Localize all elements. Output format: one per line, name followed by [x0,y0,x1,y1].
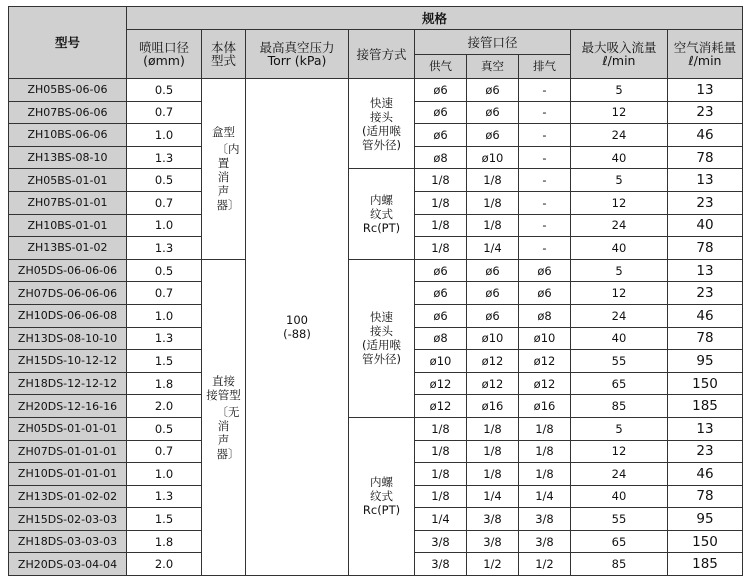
max-flow-cell: 5 [571,417,668,440]
body-type-cell [202,259,246,575]
header-air-line2: ℓ/min [688,53,722,68]
port-supply-cell: 1/8 [415,214,467,237]
air-consumption-cell: 78 [668,485,743,508]
vacuum-pressure-cell-line: (-88) [283,327,311,342]
port-exhaust-cell: - [519,101,571,124]
port-vacuum-cell: 1/8 [467,169,519,192]
port-vacuum-cell: ø6 [467,304,519,327]
spec-table [8,6,743,576]
connection-cell [349,259,415,417]
port-supply-cell: 1/8 [415,440,467,463]
header-max-flow [571,30,668,79]
port-vacuum-cell: ø6 [467,101,519,124]
header-max-flow-line2: ℓ/min [602,53,636,68]
model-cell: ZH20DS-03-04-04 [9,553,127,576]
air-consumption-cell: 23 [668,191,743,214]
max-flow-cell: 24 [571,124,668,147]
header-air-line1: 空气消耗量 [673,40,737,55]
port-exhaust-cell: 1/8 [519,440,571,463]
port-exhaust-cell: ø12 [519,372,571,395]
port-supply-cell: 1/8 [415,463,467,486]
air-consumption-cell: 13 [668,169,743,192]
air-consumption-cell: 40 [668,214,743,237]
header-spec: 规格 [127,7,743,30]
header-air-consumption [668,30,743,79]
port-vacuum-cell: ø12 [467,372,519,395]
connection-cell-line: 快速 [370,95,393,110]
header-port-vacuum: 真空 [467,55,519,79]
air-consumption-cell: 150 [668,372,743,395]
air-consumption-cell: 13 [668,79,743,102]
port-exhaust-cell: - [519,237,571,260]
port-vacuum-cell: ø10 [467,146,519,169]
connection-cell-line: 纹式 [370,489,393,504]
port-exhaust-cell: ø8 [519,304,571,327]
port-exhaust-cell: - [519,146,571,169]
connection-cell-line: Rc(PT) [362,503,401,518]
port-supply-cell: 1/8 [415,485,467,508]
air-consumption-cell: 150 [668,530,743,553]
air-consumption-cell: 78 [668,146,743,169]
connection-cell-line: 纹式 [370,207,393,222]
table-row [9,417,743,440]
port-vacuum-cell: 1/8 [467,191,519,214]
port-vacuum-cell: 1/8 [467,463,519,486]
port-exhaust-cell: - [519,124,571,147]
max-flow-cell: 85 [571,553,668,576]
nozzle-cell: 0.5 [127,417,202,440]
model-cell: ZH07DS-01-01-01 [9,440,127,463]
max-flow-cell: 40 [571,327,668,350]
port-exhaust-cell: - [519,169,571,192]
body-type-cell-line: 盒型 [212,125,235,140]
port-exhaust-cell: 1/2 [519,553,571,576]
header-port-supply: 供气 [415,55,467,79]
model-cell: ZH07BS-01-01 [9,191,127,214]
header-port-exhaust: 排气 [519,55,571,79]
port-exhaust-cell: - [519,191,571,214]
header-vacuum [246,30,349,79]
air-consumption-cell: 95 [668,350,743,373]
nozzle-cell: 0.7 [127,440,202,463]
port-supply-cell: 3/8 [415,553,467,576]
port-exhaust-cell: - [519,79,571,102]
max-flow-cell: 40 [571,237,668,260]
port-exhaust-cell: 3/8 [519,530,571,553]
air-consumption-cell: 185 [668,395,743,418]
port-exhaust-cell: ø12 [519,350,571,373]
port-supply-cell: 1/8 [415,169,467,192]
nozzle-cell: 0.7 [127,101,202,124]
connection-cell [349,169,415,259]
max-flow-cell: 55 [571,350,668,373]
air-consumption-cell: 23 [668,101,743,124]
air-consumption-cell: 23 [668,282,743,305]
model-cell: ZH10DS-01-01-01 [9,463,127,486]
vacuum-pressure-cell-line: 100 [286,313,308,328]
header-nozzle [127,30,202,79]
model-cell: ZH15DS-02-03-03 [9,508,127,531]
port-exhaust-cell: ø16 [519,395,571,418]
nozzle-cell: 0.5 [127,259,202,282]
header-port: 接管口径 [415,30,571,55]
port-supply-cell: ø8 [415,327,467,350]
port-vacuum-cell: ø6 [467,282,519,305]
port-supply-cell: ø6 [415,101,467,124]
nozzle-cell: 1.8 [127,372,202,395]
port-vacuum-cell: 1/4 [467,237,519,260]
max-flow-cell: 85 [571,395,668,418]
max-flow-cell: 40 [571,485,668,508]
body-type-cell-line: 接管型 [206,387,241,402]
model-cell: ZH13DS-01-02-02 [9,485,127,508]
port-vacuum-cell: ø6 [467,124,519,147]
max-flow-cell: 65 [571,372,668,395]
model-cell: ZH05DS-01-01-01 [9,417,127,440]
connection-cell-line: 快速 [370,310,393,325]
table-row [9,79,743,102]
header-nozzle-line2: (ømm) [143,53,185,68]
header-body-type-line1: 本体 [210,40,236,55]
header-nozzle-line1: 喷咀口径 [138,40,189,55]
model-cell: ZH07BS-06-06 [9,101,127,124]
port-supply-cell: ø12 [415,372,467,395]
model-cell: ZH05BS-01-01 [9,169,127,192]
max-flow-cell: 55 [571,508,668,531]
nozzle-cell: 0.5 [127,79,202,102]
port-exhaust-cell: ø10 [519,327,571,350]
port-vacuum-cell: ø12 [467,350,519,373]
max-flow-cell: 12 [571,101,668,124]
connection-cell-line: 管外径) [362,137,401,152]
nozzle-cell: 1.3 [127,327,202,350]
nozzle-cell: 1.3 [127,485,202,508]
nozzle-cell: 1.3 [127,237,202,260]
model-cell: ZH05BS-06-06 [9,79,127,102]
port-exhaust-cell: 3/8 [519,508,571,531]
model-cell: ZH18DS-12-12-12 [9,372,127,395]
body-type-cell-line: 〔内置消声器〕 [216,142,240,213]
air-consumption-cell: 23 [668,440,743,463]
model-cell: ZH10DS-06-06-08 [9,304,127,327]
port-vacuum-cell: ø6 [467,79,519,102]
port-exhaust-cell: 1/8 [519,417,571,440]
nozzle-cell: 0.5 [127,169,202,192]
air-consumption-cell: 13 [668,417,743,440]
max-flow-cell: 24 [571,304,668,327]
air-consumption-cell: 46 [668,463,743,486]
air-consumption-cell: 78 [668,237,743,260]
nozzle-cell: 1.5 [127,350,202,373]
model-cell: ZH07DS-06-06-06 [9,282,127,305]
max-flow-cell: 12 [571,440,668,463]
max-flow-cell: 65 [571,530,668,553]
header-connection: 接管方式 [349,30,415,79]
body-type-cell [202,79,246,260]
nozzle-cell: 1.0 [127,304,202,327]
model-cell: ZH10BS-06-06 [9,124,127,147]
port-vacuum-cell: 3/8 [467,530,519,553]
port-supply-cell: ø12 [415,395,467,418]
body-type-cell-line: 直接 [212,373,235,388]
air-consumption-cell: 46 [668,304,743,327]
model-cell: ZH15DS-10-12-12 [9,350,127,373]
air-consumption-cell: 46 [668,124,743,147]
connection-cell-line: Rc(PT) [362,221,401,236]
port-vacuum-cell: 1/8 [467,440,519,463]
port-exhaust-cell: ø6 [519,259,571,282]
port-exhaust-cell: - [519,214,571,237]
table-row [9,259,743,282]
nozzle-cell: 2.0 [127,395,202,418]
max-flow-cell: 12 [571,191,668,214]
max-flow-cell: 24 [571,463,668,486]
table-row [9,169,743,192]
port-supply-cell: ø6 [415,304,467,327]
header-vacuum-line2: Torr (kPa) [267,53,327,68]
connection-cell-line: 接头 [370,324,393,339]
nozzle-cell: 1.5 [127,508,202,531]
port-supply-cell: 1/4 [415,508,467,531]
port-supply-cell: ø6 [415,124,467,147]
port-exhaust-cell: 1/8 [519,463,571,486]
port-vacuum-cell: ø10 [467,327,519,350]
model-cell: ZH18DS-03-03-03 [9,530,127,553]
air-consumption-cell: 13 [668,259,743,282]
header-model: 型号 [9,7,127,79]
port-supply-cell: 1/8 [415,237,467,260]
model-cell: ZH10BS-01-01 [9,214,127,237]
port-vacuum-cell: ø6 [467,259,519,282]
header-vacuum-line1: 最高真空压力 [259,40,335,55]
connection-cell-line: 管外径) [362,352,401,367]
model-cell: ZH13BS-08-10 [9,146,127,169]
spec-table-body [9,79,743,576]
port-supply-cell: ø6 [415,79,467,102]
port-vacuum-cell: 1/4 [467,485,519,508]
nozzle-cell: 0.7 [127,191,202,214]
port-exhaust-cell: ø6 [519,282,571,305]
model-cell: ZH13DS-08-10-10 [9,327,127,350]
connection-cell [349,79,415,169]
max-flow-cell: 12 [571,282,668,305]
vacuum-pressure-cell [246,79,349,576]
port-vacuum-cell: 1/8 [467,417,519,440]
port-vacuum-cell: 1/2 [467,553,519,576]
port-vacuum-cell: ø16 [467,395,519,418]
header-max-flow-line1: 最大吸入流量 [581,40,657,55]
port-supply-cell: ø6 [415,259,467,282]
port-vacuum-cell: 1/8 [467,214,519,237]
body-type-cell-line: 〔无消声器〕 [216,404,240,461]
port-supply-cell: ø8 [415,146,467,169]
header-body-type [202,30,246,79]
port-vacuum-cell: 3/8 [467,508,519,531]
air-consumption-cell: 185 [668,553,743,576]
nozzle-cell: 1.0 [127,214,202,237]
max-flow-cell: 5 [571,169,668,192]
nozzle-cell: 1.0 [127,463,202,486]
nozzle-cell: 0.7 [127,282,202,305]
connection-cell-line: (适用喉 [362,338,401,353]
nozzle-cell: 1.0 [127,124,202,147]
model-cell: ZH13BS-01-02 [9,237,127,260]
max-flow-cell: 5 [571,259,668,282]
max-flow-cell: 40 [571,146,668,169]
nozzle-cell: 2.0 [127,553,202,576]
port-supply-cell: 3/8 [415,530,467,553]
air-consumption-cell: 78 [668,327,743,350]
nozzle-cell: 1.3 [127,146,202,169]
max-flow-cell: 24 [571,214,668,237]
model-cell: ZH05DS-06-06-06 [9,259,127,282]
connection-cell-line: (适用喉 [362,123,401,138]
port-supply-cell: 1/8 [415,191,467,214]
port-supply-cell: 1/8 [415,417,467,440]
port-supply-cell: ø6 [415,282,467,305]
connection-cell-line: 接头 [370,109,393,124]
port-exhaust-cell: 1/4 [519,485,571,508]
nozzle-cell: 1.8 [127,530,202,553]
connection-cell-line: 内螺 [370,475,393,490]
connection-cell-line: 内螺 [370,193,393,208]
model-cell: ZH20DS-12-16-16 [9,395,127,418]
air-consumption-cell: 95 [668,508,743,531]
header-body-type-line2: 型式 [210,53,236,68]
port-supply-cell: ø10 [415,350,467,373]
connection-cell [349,417,415,575]
max-flow-cell: 5 [571,79,668,102]
